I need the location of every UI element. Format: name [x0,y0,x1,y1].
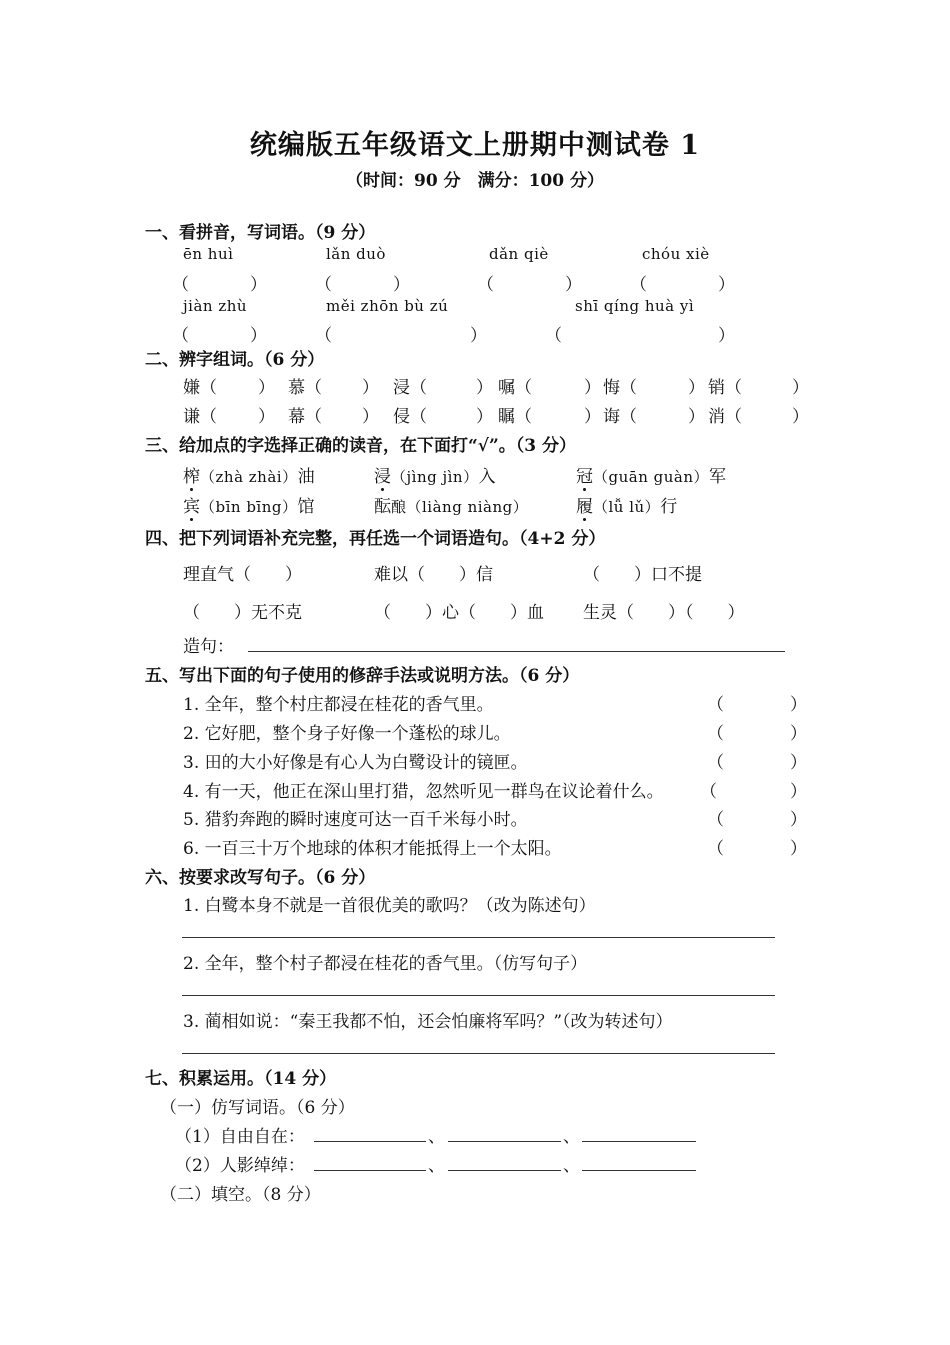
paren-close: ） [584,407,601,427]
char: 瞩 [498,407,515,427]
dotted-char: 冠 [576,462,593,487]
reading-item-6 [576,492,677,517]
rhetoric-answer-5[interactable]: （ [707,810,724,830]
pinyin-7: shī qíng huà yì [575,297,695,315]
dotted-char: 榨 [183,462,200,487]
reading-options: （bīn bīng） [200,498,298,516]
char-item: 消（ [708,407,742,427]
reading-item-2 [374,462,496,487]
paren-close: ） [790,753,807,773]
rewrite-item-2: 2. 全年，整个村子都浸在桂花的香气里。（仿写句子） [183,954,588,974]
rhetoric-answer-1[interactable]: （ [707,695,724,715]
char-item: 慕（ [288,378,322,398]
char-item: 幕（ [288,407,322,427]
answer-box-5-end: ） [250,326,267,346]
answer-box-5[interactable]: （ [172,326,189,346]
reading-options: （lǚ lǔ） [593,498,661,516]
section-6-heading: 六、按要求改写句子。（6 分） [145,868,376,888]
reading-options: （guān guàn） [593,468,710,486]
reading-options: （zhà zhài） [200,468,298,486]
pinyin-5: jiàn zhù [183,297,248,315]
section-5-heading: 五、写出下面的句子使用的修辞手法或说明方法。（6 分） [145,666,580,686]
char-item: 悔（ [603,378,637,398]
char: 嫌 [183,378,200,398]
char: 消 [708,407,725,427]
imitate-blank-2a[interactable] [314,1170,426,1171]
paren-close: ） [790,810,807,830]
answer-box-7[interactable]: （ [545,326,562,346]
reading-suffix: 军 [709,467,727,487]
imitate-blank-2c[interactable] [582,1170,696,1171]
char: 悔 [603,378,620,398]
separator: 、 [428,1156,445,1176]
char-item: 嫌（ [183,378,217,398]
pinyin-4: chóu xiè [642,245,710,263]
char: 销 [708,378,725,398]
pinyin-1: ēn huì [183,245,234,263]
char: 嘱 [498,378,515,398]
section-7-sub-2: （二）填空。（8 分） [160,1185,321,1205]
paren-close: ） [258,407,275,427]
section-1-heading: 一、看拼音，写词语。（9 分） [145,223,376,243]
idiom-2: 难以（ ）信 [374,565,493,585]
answer-box-6-end: ） [470,326,487,346]
idiom-1: 理直气（ ） [183,565,302,585]
page-subtitle: （时间：90 分 满分：100 分） [346,171,604,191]
char: 浸 [393,378,410,398]
pinyin-6: měi zhōn bù zú [326,297,449,315]
char-item: 浸（ [393,378,427,398]
paren-close: ） [258,378,275,398]
char: 侵 [393,407,410,427]
answer-box-7-end: ） [718,326,735,346]
answer-box-1-end: ） [250,275,267,295]
reading-options: 酿（liàng niàng） [391,498,529,516]
imitate-blank-1c[interactable] [582,1141,696,1142]
char: 慕 [288,378,305,398]
rhetoric-answer-2[interactable]: （ [707,724,724,744]
idiom-6: 生灵（ ）（ ） [583,603,745,623]
rewrite-item-1: 1. 白鹭本身不就是一首很优美的歌吗？（改为陈述句） [183,896,596,916]
char: 幕 [288,407,305,427]
section-4-heading: 四、把下列词语补充完整，再任选一个词语造句。（4+2 分） [145,529,606,549]
char-item: 瞩（ [498,407,532,427]
reading-item-5 [374,492,528,517]
answer-box-6[interactable]: （ [315,326,332,346]
char: 诲 [603,407,620,427]
paren-close: ） [790,782,807,802]
separator: 、 [563,1127,580,1147]
reading-item-1 [183,462,315,487]
reading-options: （jìng jìn） [391,468,479,486]
idiom-5: （ ）心（ ）血 [374,603,544,623]
paren-close: ） [584,378,601,398]
paren-close: ） [792,378,809,398]
paren-close: ） [790,724,807,744]
imitate-blank-1b[interactable] [448,1141,561,1142]
answer-box-2-end: ） [393,275,410,295]
idiom-4: （ ）无不克 [183,603,302,623]
section-7-sub-1: （一）仿写词语。（6 分） [160,1098,355,1118]
rhetoric-item-6: 6. 一百三十万个地球的体积才能抵得上一个太阳。 [183,839,562,859]
paren-close: ） [362,407,379,427]
char-item: 诲（ [603,407,637,427]
separator: 、 [428,1127,445,1147]
paren-close: ） [688,378,705,398]
reading-item-3 [576,462,726,487]
answer-box-3[interactable]: （ [477,275,494,295]
answer-box-4[interactable]: （ [630,275,647,295]
answer-box-4-end: ） [718,275,735,295]
idiom-3: （ ）口不提 [583,565,702,585]
answer-box-1[interactable]: （ [172,275,189,295]
reading-item-4 [183,492,315,517]
reading-suffix: 行 [660,497,678,517]
char-item: 谦（ [183,407,217,427]
make-sentence-line[interactable] [248,651,785,652]
char-item: 销（ [708,378,742,398]
paren-close: ） [790,839,807,859]
dotted-char: 宾 [183,492,200,517]
char-item: 嘱（ [498,378,532,398]
rewrite-answer-line-2[interactable] [182,995,775,996]
paren-close: ） [476,407,493,427]
paren-close: ） [790,695,807,715]
page-title: 统编版五年级语文上册期中测试卷 1 [249,130,701,161]
rhetoric-answer-6[interactable]: （ [707,839,724,859]
paren-close: ） [476,378,493,398]
imitate-item-1: （1）自由自在： [175,1127,305,1147]
rhetoric-item-2: 2. 它好肥，整个身子好像一个蓬松的球儿。 [183,724,511,744]
rhetoric-item-1: 1. 全年，整个村庄都浸在桂花的香气里。 [183,695,494,715]
rewrite-item-3: 3. 蔺相如说：“秦王我都不怕，还会怕廉将军吗？”（改为转述句） [183,1012,673,1032]
char-item: 侵（ [393,407,427,427]
paren-close: ） [362,378,379,398]
reading-suffix: 入 [478,467,496,487]
rhetoric-answer-3[interactable]: （ [707,753,724,773]
pinyin-3: dǎn qiè [489,245,549,263]
reading-suffix: 馆 [297,497,315,517]
imitate-blank-1a[interactable] [314,1141,426,1142]
imitate-blank-2b[interactable] [448,1170,561,1171]
paren-close: ） [688,407,705,427]
rhetoric-item-3: 3. 田的大小好像是有心人为白鹭设计的镜匣。 [183,753,528,773]
answer-box-3-end: ） [565,275,582,295]
section-7-heading: 七、积累运用。（14 分） [145,1069,337,1089]
reading-suffix: 油 [297,467,315,487]
reading-prefix: 酝 [374,497,391,517]
answer-box-2[interactable]: （ [315,275,332,295]
rhetoric-answer-4[interactable]: （ [700,782,717,802]
imitate-item-2: （2）人影绰绰： [175,1156,305,1176]
char: 谦 [183,407,200,427]
dotted-char: 履 [576,492,593,517]
section-2-heading: 二、辨字组词。（6 分） [145,350,325,370]
rhetoric-item-5: 5. 猎豹奔跑的瞬时速度可达一百千米每小时。 [183,810,528,830]
rewrite-answer-line-1[interactable] [182,937,775,938]
rewrite-answer-line-3[interactable] [182,1053,775,1054]
dotted-char: 浸 [374,462,391,487]
paren-close: ） [792,407,809,427]
rhetoric-item-4: 4. 有一天，他正在深山里打猎，忽然听见一群鸟在议论着什么。 [183,782,664,802]
section-3-heading: 三、给加点的字选择正确的读音，在下面打“√”。（3 分） [145,436,576,456]
make-sentence-label: 造句： [183,637,234,657]
separator: 、 [563,1156,580,1176]
pinyin-2: lǎn duò [326,245,386,263]
